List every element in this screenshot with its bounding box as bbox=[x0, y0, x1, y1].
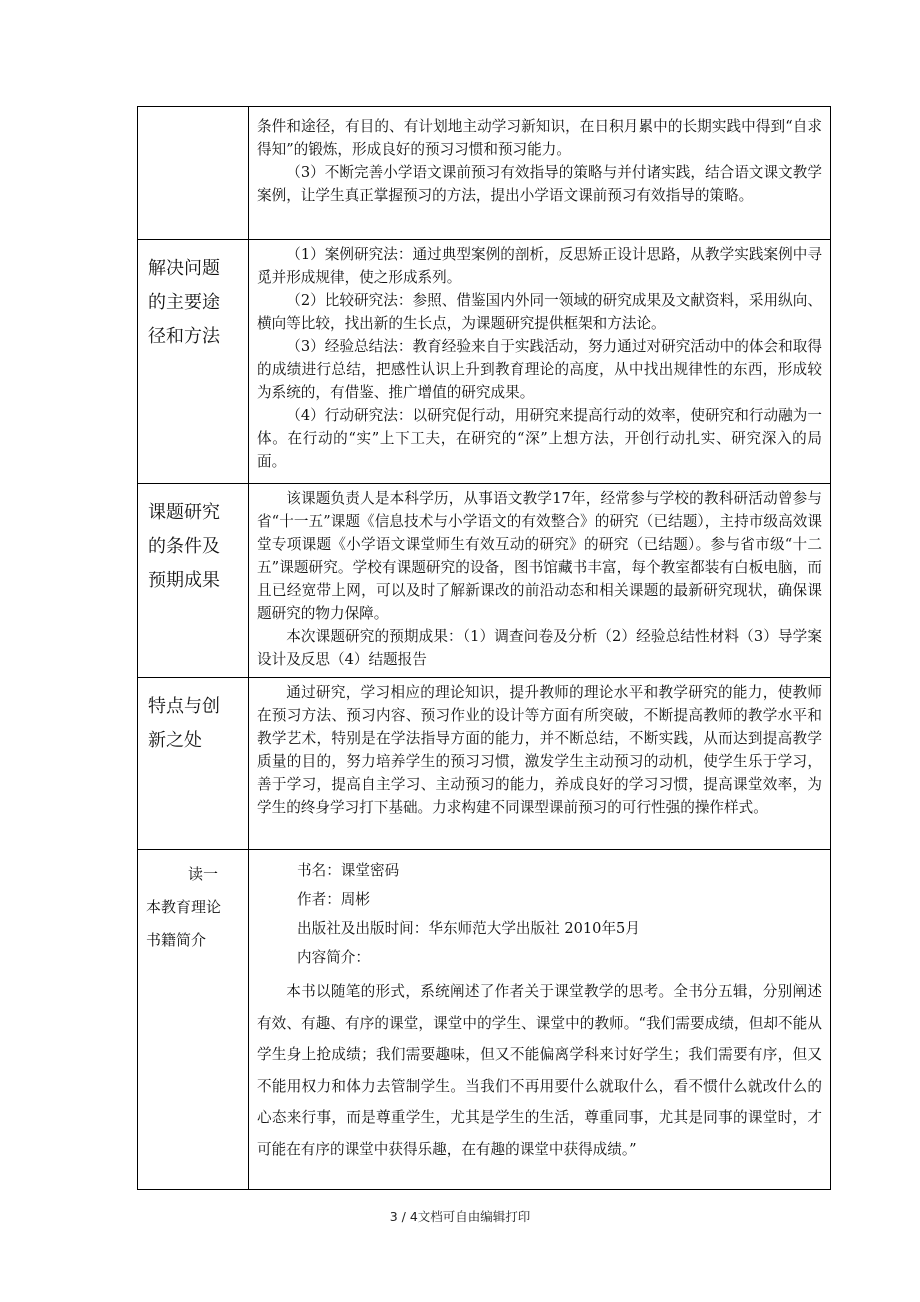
label-line: 本教育理论 bbox=[146, 898, 222, 916]
row-label bbox=[138, 850, 249, 1190]
book-publisher: 出版社及出版时间：华东师范大学出版社 2010年5月 bbox=[297, 920, 640, 937]
label-line: 预期成果 bbox=[148, 570, 220, 591]
paragraph: 通过研究，学习相应的理论知识，提升教师的理论水平和教学研究的能力，使教师在预习方法、预习内容、预习作业的设计等方面有所突破，不断提高教师的教学水平和教学艺术，特别是在学法指导方面的能力，并不断总结，不断实践，从而达到提高教学质量的目的，努力培养学生的预习习惯，激发学生主动预习的动机，使学生乐于学习，善于学习，提高自主学习、主动预习的能力，养成良好的学习习惯，提高课堂效率，为学生的终身学习打下基础。力求构建不同课型课前预习的可行性强的操作样式。 bbox=[257, 684, 822, 816]
row-label bbox=[138, 240, 249, 484]
label-line: 解决问题 bbox=[148, 258, 220, 279]
label-line: 课题研究 bbox=[148, 502, 220, 523]
book-intro-cell bbox=[249, 850, 831, 1190]
book-summary: 本书以随笔的形式，系统阐述了作者关于课堂教学的思考。全书分五辑，分别阐述有效、有趣、有序的课堂，课堂中的学生、课堂中的教师。“我们需要成绩，但却不能从学生身上抢成绩；我们需要趣味，但又不能偏离学科来讨好学生；我们需要有序，但又不能用权力和体力去管制学生。当我们不再用要什么就取什么，看不惯什么就改什么的心态来行事，而是尊重学生，尤其是学生的生活，尊重同事，尤其是同事的课堂时，才可能在有序的课堂中获得乐趣，在有趣的课堂中获得成绩。” bbox=[257, 983, 822, 1158]
table-row bbox=[138, 484, 831, 678]
paragraph: （3）经验总结法：教育经验来自于实践活动，努力通过对研究活动中的体会和取得的成绩进行总结，把感性认识上升到教育理论的高度，从中找出规律性的东西，形成较为系统的，有借鉴、推广增值的研究成果。 bbox=[257, 338, 822, 401]
content-cell bbox=[249, 107, 831, 240]
label-line: 径和方法 bbox=[148, 326, 220, 347]
paragraph: （3）不断完善小学语文课前预习有效指导的策略与并付诸实践，结合语文课文教学案例，让学生真正掌握预习的方法，提出小学语文课前预习有效指导的策略。 bbox=[257, 164, 822, 204]
row-label bbox=[138, 484, 249, 678]
label-line: 读一 bbox=[188, 865, 219, 883]
book-summary-heading: 内容简介： bbox=[297, 949, 370, 966]
book-title: 书名：课堂密码 bbox=[297, 862, 400, 879]
label-line: 特点与创 bbox=[148, 696, 220, 717]
table-row bbox=[138, 678, 831, 850]
table-row bbox=[138, 240, 831, 484]
paragraph: （1）案例研究法：通过典型案例的剖析，反思矫正设计思路，从教学实践案例中寻觅并形成规律，使之形成系列。 bbox=[257, 246, 822, 286]
paragraph: （2）比较研究法：参照、借鉴国内外同一领域的研究成果及文献资料，采用纵向、横向等比较，找出新的生长点，为课题研究提供框架和方法论。 bbox=[257, 292, 822, 332]
row-label bbox=[138, 678, 249, 850]
content-cell bbox=[249, 678, 831, 850]
row-label-empty bbox=[138, 107, 249, 240]
paragraph: （4）行动研究法：以研究促行动，用研究来提高行动的效率，使研究和行动融为一体。在行动的“实”上下工夫，在研究的“深”上想方法，开创行动扎实、研究深入的局面。 bbox=[257, 407, 822, 470]
book-author: 作者：周彬 bbox=[297, 891, 370, 908]
table-row bbox=[138, 850, 831, 1190]
paragraph: 该课题负责人是本科学历，从事语文教学17年，经常参与学校的教科研活动曾参与省“十一五”课题《信息技术与小学语文的有效整合》的研究（已结题），主持市级高效课堂专项课题《小学语文课堂师生有效互动的研究》的研究（已结题）。参与省市级“十二五”课题研究。学校有课题研究的设备，图书馆藏书丰富，每个教室都装有白板电脑，而且已经宽带上网，可以及时了解新课改的前沿动态和相关课题的最新研究现状，确保课题研究的物力保障。 bbox=[257, 490, 822, 622]
page-footer: 3 / 4文档可自由编辑打印 bbox=[389, 1209, 531, 1224]
label-line: 的主要途 bbox=[148, 292, 220, 313]
content-cell bbox=[249, 484, 831, 678]
content-cell bbox=[249, 240, 831, 484]
paragraph: 本次课题研究的预期成果：（1）调查问卷及分析（2）经验总结性材料（3）导学案设计及反思（4）结题报告 bbox=[257, 628, 822, 668]
label-line: 新之处 bbox=[148, 730, 202, 751]
proposal-table bbox=[137, 106, 831, 1190]
paragraph: 条件和途径，有目的、有计划地主动学习新知识，在日积月累中的长期实践中得到“自求得知”的锻炼，形成良好的预习习惯和预习能力。 bbox=[257, 118, 822, 158]
label-line: 的条件及 bbox=[148, 536, 220, 557]
label-line: 书籍简介 bbox=[146, 931, 207, 949]
table-row bbox=[138, 107, 831, 240]
